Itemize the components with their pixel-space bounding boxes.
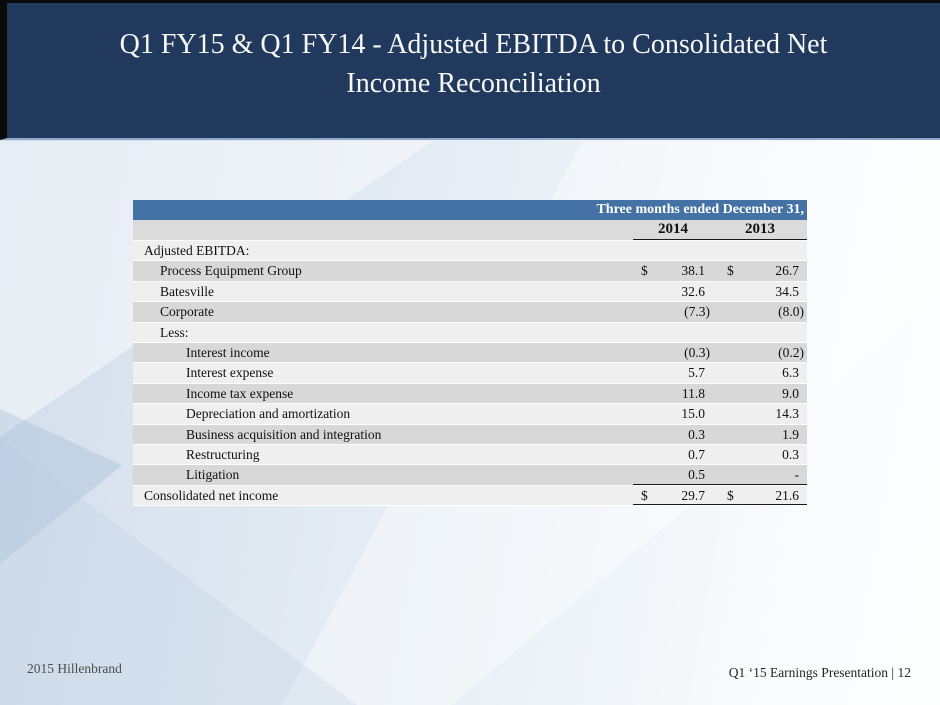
row-values [633, 465, 807, 484]
currency-symbol [713, 384, 735, 403]
row-label: Corporate [160, 304, 214, 320]
row-values [633, 404, 807, 423]
currency-symbol [633, 425, 653, 444]
currency-symbol [633, 445, 653, 464]
currency-symbol [633, 384, 653, 403]
currency-symbol [713, 404, 735, 423]
currency-symbol [633, 323, 653, 342]
row-values [633, 241, 807, 260]
value-cell: 26.7 [775, 263, 799, 279]
currency-symbol [713, 241, 735, 260]
value-cell: (0.2) [778, 344, 804, 360]
row-label: Business acquisition and integration [186, 426, 382, 442]
currency-symbol: $ [727, 263, 734, 279]
currency-symbol [633, 302, 653, 321]
value-cell: (8.0) [778, 304, 804, 320]
value-cell: 6.3 [782, 365, 799, 381]
value-cell: 32.6 [681, 283, 705, 299]
row-values [633, 425, 807, 444]
row-values [633, 282, 807, 301]
value-cell: (0.3) [684, 344, 710, 360]
year-columns [633, 220, 807, 240]
year-row-spacer [133, 220, 633, 240]
currency-symbol [713, 282, 735, 301]
value-cell: 11.8 [681, 385, 705, 401]
currency-symbol: $ [641, 263, 648, 279]
table-year-header-row [133, 220, 807, 241]
footer-company: 2015 Hillenbrand [27, 661, 122, 676]
slide-title-line2: Income Reconciliation [346, 68, 601, 99]
row-label: Consolidated net income [144, 487, 279, 503]
row-values [633, 384, 807, 403]
value-cell [653, 323, 713, 342]
row-label: Less: [160, 324, 189, 340]
row-label: Process Equipment Group [160, 263, 302, 279]
table-row [133, 486, 807, 506]
value-cell [735, 241, 807, 260]
table-row [133, 384, 807, 404]
currency-symbol [633, 465, 653, 483]
row-label: Adjusted EBITDA: [144, 243, 250, 258]
currency-symbol [713, 445, 735, 464]
row-label: Batesville [160, 283, 214, 299]
row-label: Income tax expense [186, 385, 294, 401]
year-column-2014: 2014 [658, 221, 688, 237]
currency-symbol: $ [727, 487, 734, 503]
row-values [633, 363, 807, 382]
currency-symbol: $ [641, 487, 648, 503]
value-cell: 34.5 [775, 283, 799, 299]
slide-title-line1: Q1 FY15 & Q1 FY14 - Adjusted EBITDA to Consolidated Net [119, 29, 828, 60]
table-row [133, 465, 807, 485]
value-cell: 0.3 [782, 446, 799, 462]
currency-symbol [633, 241, 653, 260]
table-row [133, 241, 807, 261]
currency-symbol [713, 363, 735, 382]
table-row [133, 323, 807, 343]
ebitda-reconciliation-table [133, 200, 807, 506]
row-label: Interest expense [186, 365, 274, 381]
table-row [133, 445, 807, 465]
row-values [633, 445, 807, 464]
value-cell: 0.3 [688, 426, 705, 442]
table-row [133, 282, 807, 302]
row-values [633, 261, 807, 280]
currency-symbol [713, 323, 735, 342]
value-cell: 15.0 [681, 406, 705, 422]
row-values [633, 323, 807, 342]
value-cell: (7.3) [684, 304, 710, 320]
value-cell: 1.9 [782, 426, 799, 442]
row-values [633, 302, 807, 321]
value-cell: 5.7 [688, 365, 705, 381]
currency-symbol [713, 425, 735, 444]
currency-symbol [633, 282, 653, 301]
table-period-header: Three months ended December 31, [133, 200, 807, 220]
table-row [133, 261, 807, 281]
slide-title [7, 25, 940, 103]
row-label: Litigation [186, 467, 240, 483]
table-row [133, 302, 807, 322]
row-label: Interest income [186, 344, 270, 360]
value-cell: 21.6 [775, 487, 799, 503]
table-row [133, 404, 807, 424]
value-cell: 9.0 [782, 385, 799, 401]
currency-symbol [713, 465, 735, 483]
table-row [133, 343, 807, 363]
row-values [633, 343, 807, 362]
currency-symbol [633, 404, 653, 423]
value-cell [735, 323, 807, 342]
table-row [133, 363, 807, 383]
value-cell: - [794, 467, 799, 483]
currency-symbol [713, 343, 735, 362]
table-row [133, 425, 807, 445]
value-cell: 14.3 [775, 406, 799, 422]
currency-symbol [633, 343, 653, 362]
currency-symbol [713, 302, 735, 321]
value-cell: 0.7 [688, 446, 705, 462]
footer-presentation-page: Q1 ‘15 Earnings Presentation | 12 [728, 665, 911, 680]
row-label: Depreciation and amortization [186, 406, 351, 422]
row-values [633, 486, 807, 505]
slide-title-band [0, 0, 940, 140]
currency-symbol [633, 363, 653, 382]
value-cell: 0.5 [688, 467, 705, 483]
value-cell [653, 241, 713, 260]
row-label: Restructuring [186, 446, 260, 462]
value-cell: 38.1 [681, 263, 705, 279]
year-column-2013: 2013 [745, 221, 775, 237]
table-rows [133, 241, 807, 506]
value-cell: 29.7 [681, 487, 705, 503]
